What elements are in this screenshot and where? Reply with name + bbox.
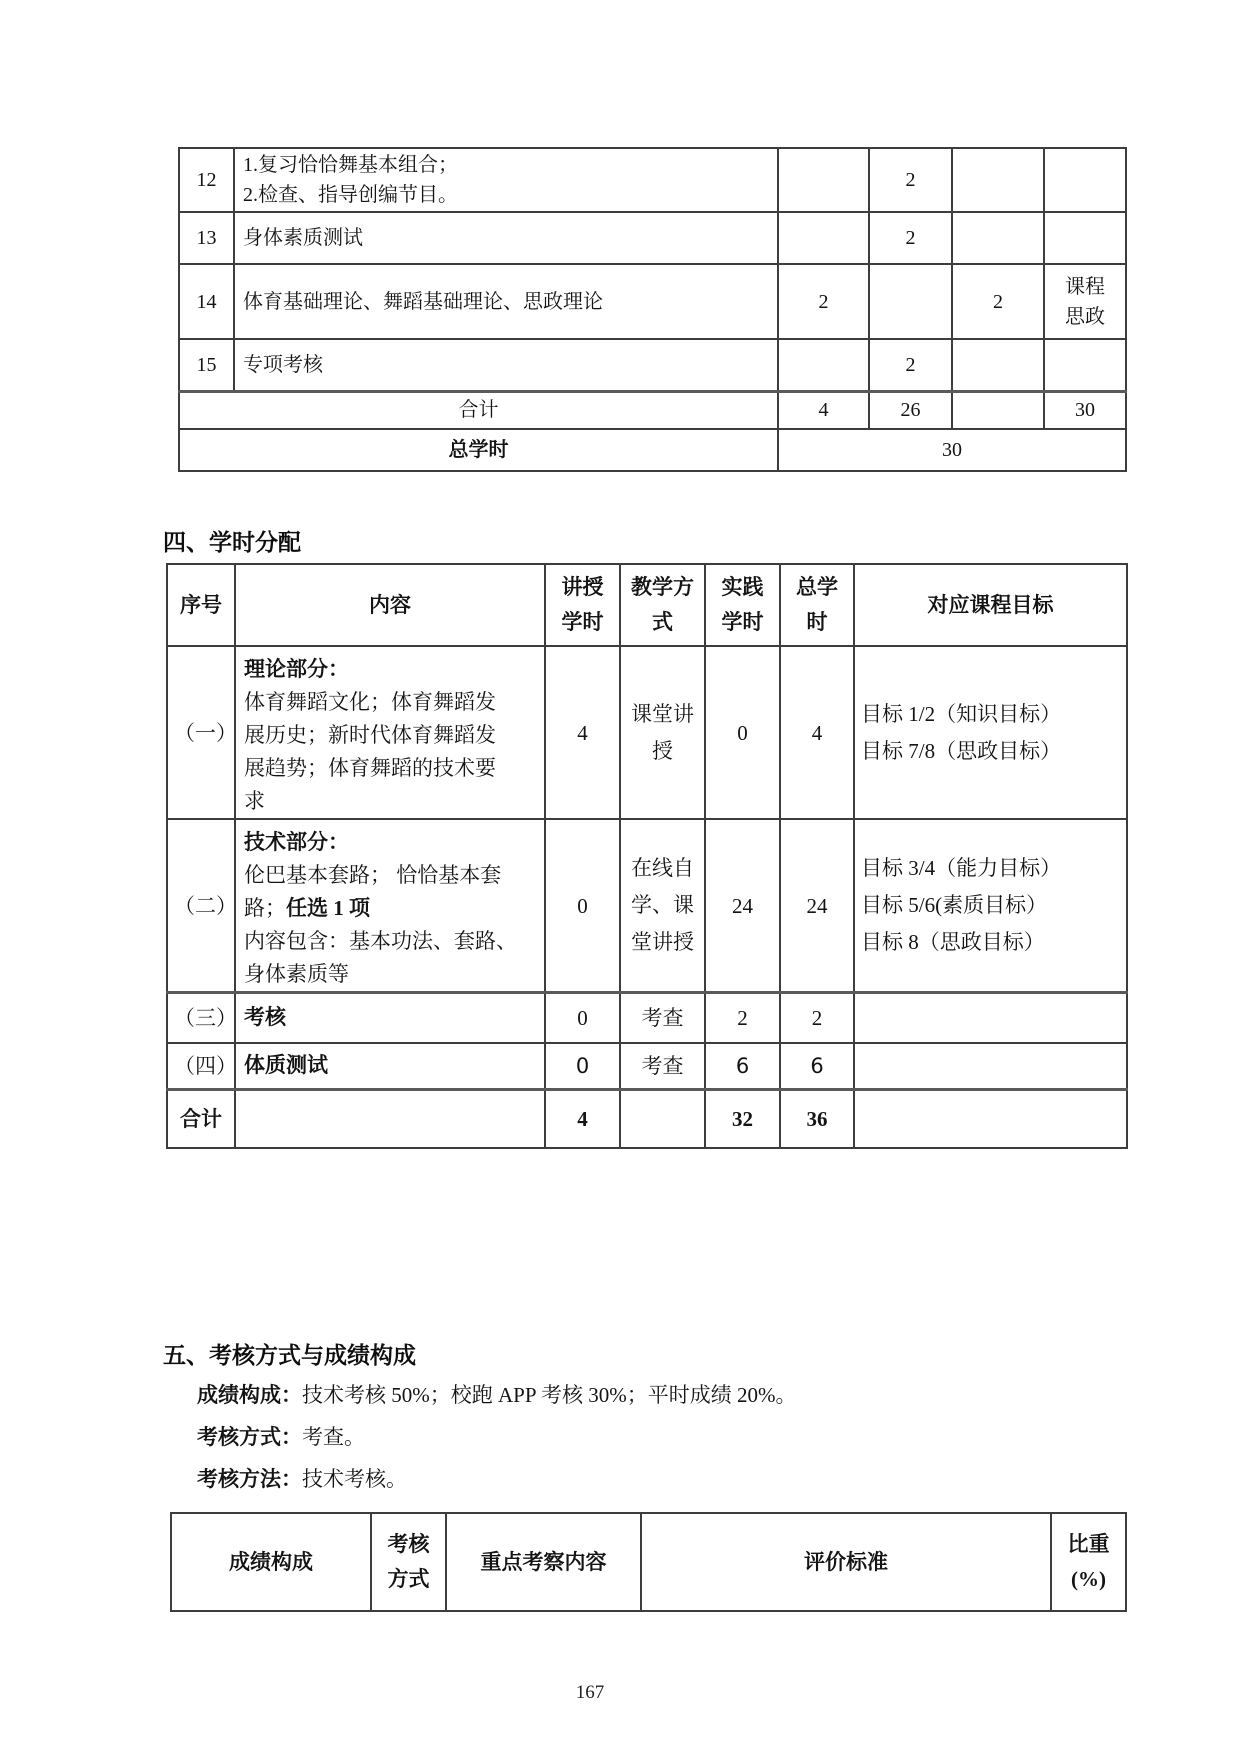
t1-r14-lecture: 2 (778, 264, 869, 339)
t1-r14-note (1044, 264, 1126, 339)
t3-header-focus: 重点考察内容 (446, 1513, 641, 1611)
goal-line: 目标 3/4（能力目标） (861, 856, 1062, 880)
t1-r15-practice: 2 (869, 339, 952, 391)
t2-total-content (235, 1090, 545, 1148)
t1-r12-lecture (778, 148, 869, 212)
goal-line: 目标 7/8（思政目标） (861, 738, 1062, 763)
t1-r13-lecture (778, 212, 869, 264)
t2-r1-total: 4 (780, 646, 854, 819)
t2-r1-goals (854, 646, 1127, 819)
t1-r15-lecture (778, 339, 869, 391)
header-line: 教学方 (631, 575, 694, 599)
t3-header-weight (1051, 1513, 1126, 1611)
content-line: 1.复习恰恰舞基本组合； (243, 154, 458, 176)
t2-total-lecture: 4 (545, 1090, 620, 1148)
header-line: 比重 (1067, 1532, 1110, 1556)
t2-r1-method (620, 646, 705, 819)
t2-header-lecture (545, 564, 620, 646)
t1-r13-note (1044, 212, 1126, 264)
grade-composition-line (197, 1379, 796, 1409)
t1-r12-no: 12 (179, 148, 234, 212)
note-line: 课程 (1065, 275, 1105, 298)
t2-header-content: 内容 (235, 564, 545, 646)
header-line: 时 (806, 610, 828, 634)
t2-total-total: 36 (780, 1090, 854, 1148)
t1-total-lecture: 4 (778, 391, 869, 429)
header-line: 式 (652, 610, 673, 634)
table-grandtotal-row (179, 429, 1126, 471)
content-line: 求 (244, 789, 265, 813)
t1-r14-col5: 2 (952, 264, 1044, 339)
t2-header-total (780, 564, 854, 646)
t1-r12-note (1044, 148, 1126, 212)
grade-composition-label: 成绩构成： (197, 1383, 302, 1407)
assessment-type-line (197, 1421, 365, 1451)
t2-header-method (620, 564, 705, 646)
t3-header-type (371, 1513, 446, 1611)
content-line: 身体素质等 (244, 962, 349, 986)
t2-total-practice: 32 (705, 1090, 780, 1148)
t2-r4-practice: 6 (705, 1043, 780, 1090)
t2-header-practice (705, 564, 780, 646)
t2-r1-lecture: 4 (545, 646, 620, 819)
t1-total-col6: 30 (1044, 391, 1126, 429)
t1-r13-content: 身体素质测试 (234, 212, 778, 264)
t1-grandtotal-label: 总学时 (179, 429, 778, 471)
goal-line: 目标 1/2（知识目标） (861, 701, 1062, 726)
content-title: 理论部分： (244, 657, 349, 681)
table-total-row (167, 1090, 1127, 1148)
t2-r3-total: 2 (780, 993, 854, 1043)
assessment-type-text: 考查。 (302, 1425, 365, 1449)
content-bold-text: 任选 1 项 (286, 896, 370, 920)
header-line: 学时 (721, 610, 764, 634)
content-line: 展趋势；体育舞蹈的技术要 (244, 756, 496, 780)
section5-heading: 五、考核方式与成绩构成 (163, 1343, 416, 1368)
t2-r2-no: （二） (167, 819, 235, 993)
t2-r3-practice: 2 (705, 993, 780, 1043)
t2-r4-goals (854, 1043, 1127, 1090)
t3-header-composition: 成绩构成 (171, 1513, 371, 1611)
method-line: 授 (652, 738, 673, 763)
t2-r2-goals (854, 819, 1127, 993)
t1-r15-note (1044, 339, 1126, 391)
t2-r2-method (620, 819, 705, 993)
t2-total-goals (854, 1090, 1127, 1148)
t2-header-no: 序号 (167, 564, 235, 646)
t3-header-criteria: 评价标准 (641, 1513, 1051, 1611)
table-header-row (167, 564, 1127, 646)
t1-r12-practice: 2 (869, 148, 952, 212)
table-row (167, 1043, 1127, 1090)
t1-r15-content: 专项考核 (234, 339, 778, 391)
t2-r1-content (235, 646, 545, 819)
table-row (179, 212, 1126, 264)
table-total-row (179, 391, 1126, 429)
t1-r14-no: 14 (179, 264, 234, 339)
assessment-method-label: 考核方法： (197, 1467, 302, 1491)
t1-total-practice: 26 (869, 391, 952, 429)
t1-r12-content (234, 148, 778, 212)
content-title: 考核 (244, 1005, 286, 1030)
t2-r4-total: 6 (780, 1043, 854, 1090)
t2-r3-goals (854, 993, 1127, 1043)
content-line: 展历史；新时代体育舞蹈发 (244, 723, 496, 747)
content-title: 技术部分： (244, 830, 349, 854)
header-line: 方式 (387, 1567, 430, 1591)
content-line: 2.检查、指导创编节目。 (243, 184, 458, 206)
t2-r4-lecture: 0 (545, 1043, 620, 1090)
content-line (244, 892, 534, 925)
t2-r4-content (235, 1043, 545, 1090)
t2-total-method (620, 1090, 705, 1148)
assessment-method-line (197, 1463, 407, 1493)
t1-grandtotal-value: 30 (778, 429, 1126, 471)
content-line: 内容包含：基本功法、套路、 (244, 929, 517, 953)
table-row (179, 148, 1126, 212)
t2-r2-practice: 24 (705, 819, 780, 993)
header-line: (%) (1071, 1567, 1106, 1591)
method-line: 堂讲授 (631, 930, 694, 954)
header-line: 学时 (561, 610, 604, 634)
t1-r15-no: 15 (179, 339, 234, 391)
t2-r3-method: 考查 (620, 993, 705, 1043)
t1-r15-col5 (952, 339, 1044, 391)
header-line: 考核 (387, 1532, 430, 1556)
assessment-type-label: 考核方式： (197, 1425, 302, 1449)
t1-r13-practice: 2 (869, 212, 952, 264)
t2-r1-practice: 0 (705, 646, 780, 819)
table-header-row (171, 1513, 1126, 1611)
table-row (179, 339, 1126, 391)
t1-r14-practice (869, 264, 952, 339)
header-line: 讲授 (561, 575, 604, 599)
t1-r12-col5 (952, 148, 1044, 212)
goal-line: 目标 5/6(素质目标） (861, 893, 1048, 917)
t2-r4-no: （四） (167, 1043, 235, 1090)
goal-line: 目标 8（思政目标） (861, 930, 1045, 954)
t2-r4-method: 考查 (620, 1043, 705, 1090)
content-text: 路； (244, 896, 286, 920)
page-number: 167 (575, 1682, 605, 1703)
assessment-table (170, 1512, 1127, 1612)
t2-total-label: 合计 (167, 1090, 235, 1148)
content-title: 体质测试 (244, 1053, 328, 1078)
grade-composition-text: 技术考核 50%；校跑 APP 考核 30%；平时成绩 20%。 (302, 1383, 797, 1407)
method-line: 学、课 (631, 893, 694, 917)
method-line: 课堂讲 (631, 701, 694, 726)
t1-total-label: 合计 (179, 391, 778, 429)
note-line: 思政 (1065, 305, 1105, 328)
assessment-method-text: 技术考核。 (302, 1467, 407, 1491)
t1-r13-no: 13 (179, 212, 234, 264)
t1-r14-content: 体育基础理论、舞蹈基础理论、思政理论 (234, 264, 778, 339)
t2-r2-lecture: 0 (545, 819, 620, 993)
t2-r3-content (235, 993, 545, 1043)
t2-r2-content (235, 819, 545, 993)
t2-header-goals: 对应课程目标 (854, 564, 1127, 646)
t2-r1-no: （一） (167, 646, 235, 819)
table-row (167, 993, 1127, 1043)
table-row (167, 819, 1127, 993)
t2-r3-no: （三） (167, 993, 235, 1043)
t1-total-col5 (952, 391, 1044, 429)
hours-distribution-table (166, 563, 1128, 1149)
header-line: 实践 (721, 575, 764, 599)
table-row (167, 646, 1127, 819)
header-line: 总学 (796, 575, 838, 599)
t2-r3-lecture: 0 (545, 993, 620, 1043)
method-line: 在线自 (631, 856, 694, 880)
content-line: 伦巴基本套路； 恰恰基本套 (244, 863, 502, 887)
t2-r2-total: 24 (780, 819, 854, 993)
section4-heading: 四、学时分配 (163, 530, 301, 555)
content-line: 体育舞蹈文化；体育舞蹈发 (244, 690, 496, 714)
weekly-schedule-table (178, 147, 1127, 472)
table-row (179, 264, 1126, 339)
t1-r13-col5 (952, 212, 1044, 264)
